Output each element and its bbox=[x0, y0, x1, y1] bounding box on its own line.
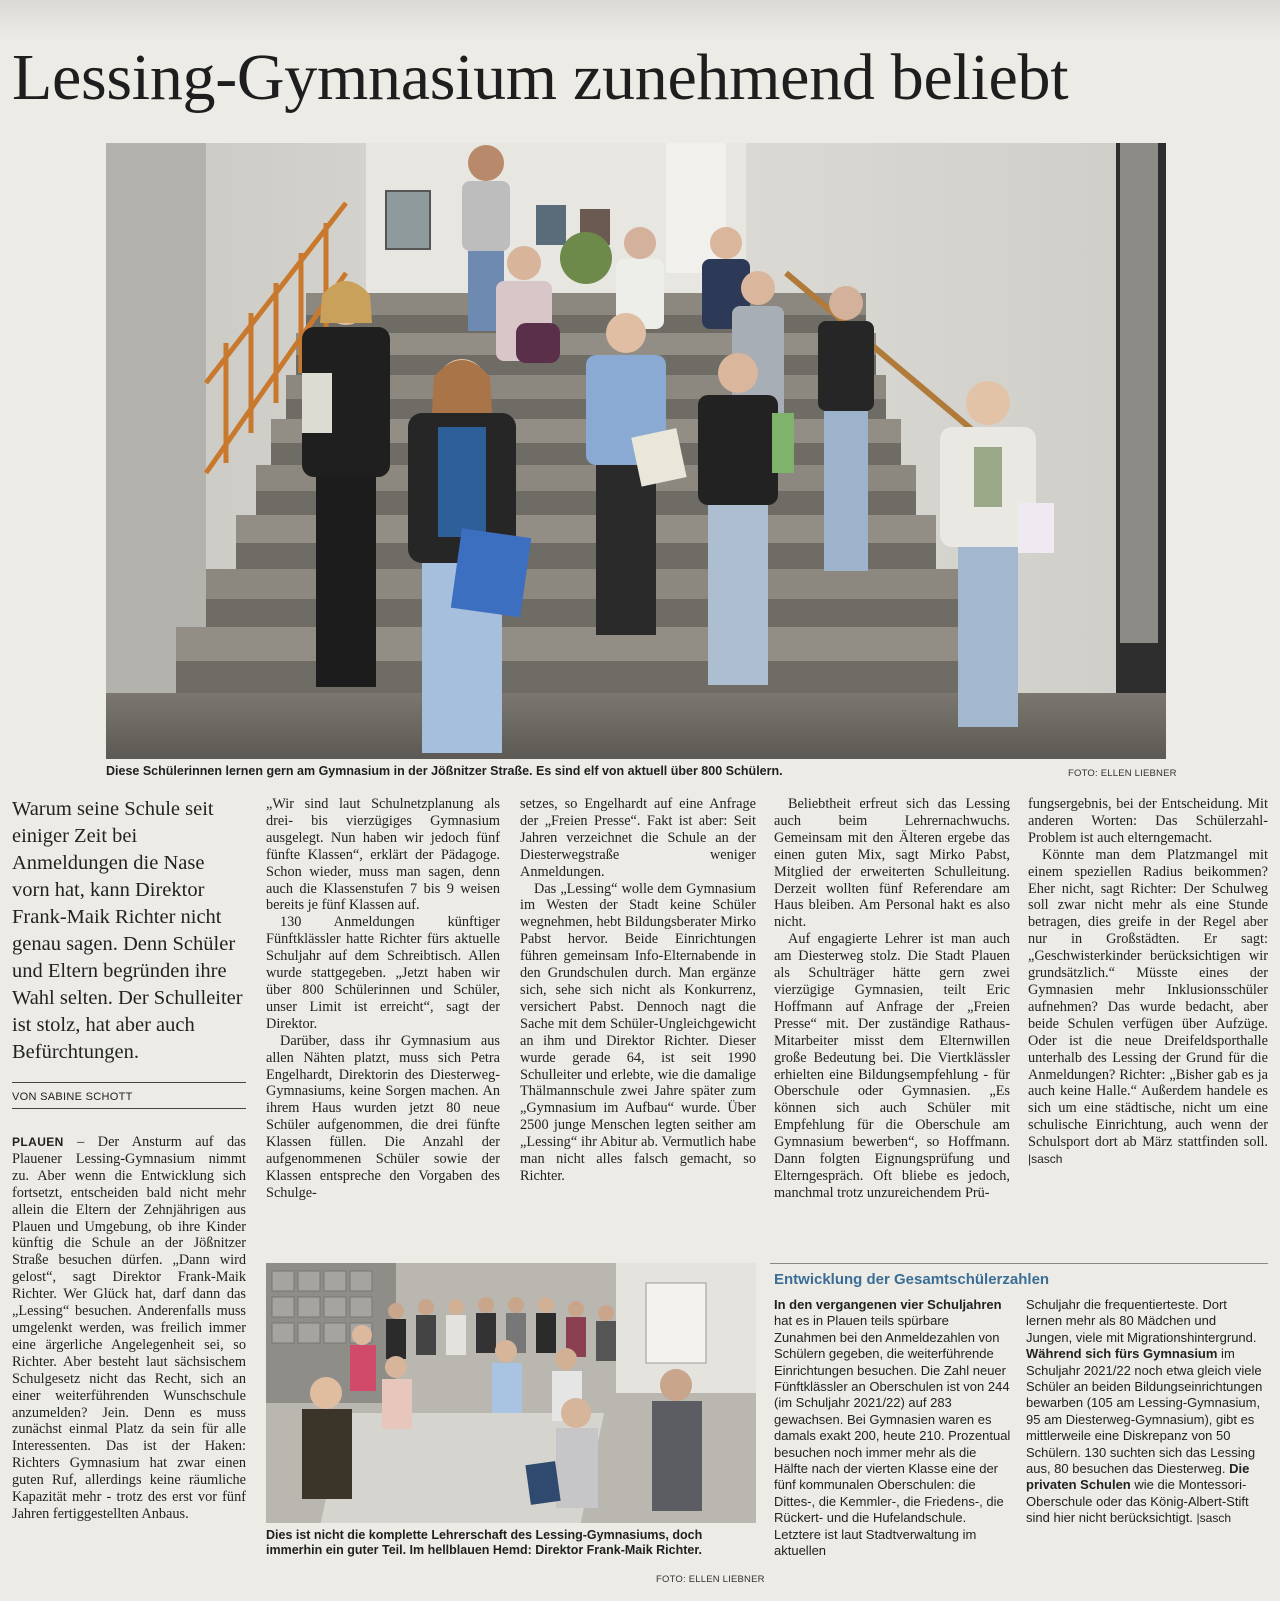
body-column-5 bbox=[1028, 796, 1268, 1168]
body-column-1 bbox=[12, 1134, 246, 1523]
col4-paragraph: Auf engagierte Lehrer ist man auch am Diesterweg stolz. Die Stadt Plauen als Schulträger hätte gern zwei vierzügige Gymnasien, teilt Eric Hoffmann auf Anfrage der „Freien Presse“ mit. Der zuständige Rathaus-Mitarbeiter misst dem Elternwillen große Bedeutung bei. Die Viertklässler erhielten eine Bildungsempfehlung - für Oberschule oder Gymnasien. „Es können sich auch Schüler mit Empfehlung für die Oberschule am Gymnasium bewerben“, so Hoffmann. Dann folgten Eignungsprüfung und Elterngespräch. Oft bliebe es jedoch, manchmal trotz unzureichendem Prü- bbox=[774, 931, 1010, 1201]
headline: Lessing-Gymnasium zunehmend beliebt bbox=[12, 41, 1069, 114]
byline: VON SABINE SCHOTT bbox=[12, 1091, 133, 1103]
main-photo bbox=[106, 143, 1166, 759]
col2-paragraph: 130 Anmeldungen künftiger Fünftklässler hatte Richter fürs aktuelle Schuljahr auf dem Schreibtisch. Allen wurde stattgegeben. „Jetzt haben wir über 800 Schülerinnen und Schüler, unser Limit ist erreicht“, sagt der Direktor. bbox=[266, 914, 500, 1032]
infobox-lead-bold: In den vergangenen vier Schuljahren bbox=[774, 1297, 1002, 1312]
previous-page-bleed bbox=[0, 0, 1280, 40]
col5-paragraph: fungsergebnis, bei der Entscheidung. Mit anderen Worten: Das Schülerzahl-Problem ist auch elterngemacht. bbox=[1028, 796, 1268, 846]
infobox-bold-gymnasium: Während sich fürs Gymnasium bbox=[1026, 1346, 1218, 1362]
infobox-signature: |sasch bbox=[1196, 1511, 1231, 1526]
infobox-column-2 bbox=[1026, 1297, 1264, 1527]
author-signature: |sasch bbox=[1028, 1152, 1063, 1167]
byline-bottom-rule bbox=[12, 1108, 246, 1109]
col1-text: – Der Ansturm auf das Plauener Lessing-Gymnasium nimmt zu. Aber wenn die Entwicklung sich fortsetzt, entscheiden bald nicht mehr allein die Eltern der Zehnjährigen aus Plauen und Umgebung, ob ihre Kinder künftig die Schule an der Jößnitzer Straße besuchen dürfen. „Dann wird gelost“, sagt Direktor Frank-Maik Richter. Wer Glück hat, darf dann das „Lessing“ besuchen. Anderenfalls muss umgelenkt werden, was freilich immer eine ärgerliche Angelegenheit sei, so Richter. Aber besteht laut sächsischem Schulgesetz nicht das Recht, sich an einer weiterführenden Wunschschule anzumelden? Jein. Denn es muss zunächst einmal Platz da sein für alle Interessenten. Das ist der Haken: Richters Gymnasium hat zwar einen guten Ruf, allerdings keine räumliche Kapazität mehr - trotz des erst vor fünf Jahren fertiggestellten Anbaus. bbox=[12, 1134, 246, 1522]
infobox-column-1 bbox=[774, 1297, 1012, 1560]
dateline: PLAUEN bbox=[12, 1135, 64, 1149]
col4-paragraph: Beliebtheit erfreut sich das Lessing auch beim Lehrernachwuchs. Gemeinsam mit den Älteren ergebe das einen guten Mix, sagt Mirko Pabst, Mitglied der erweiterten Schulleitung. Derzeit wollten fünf Referendare am Haus bleiben. Am Personal hakt es also nicht. bbox=[774, 796, 1010, 931]
teachers-photo-caption: Dies ist nicht die komplette Lehrerschaft des Lessing-Gymnasiums, doch immerhin ein guter Teil. Im hellblauen Hemd: Direktor Frank-Maik Richter. bbox=[266, 1528, 703, 1557]
byline-top-rule bbox=[12, 1082, 246, 1083]
teachers-photo bbox=[266, 1263, 756, 1523]
col2-paragraph: Darüber, dass ihr Gymnasium aus allen Nähten platzt, muss sich Petra Engelhardt, Direktorin des Diesterweg-Gymnasiums, keine Sorgen machen. An ihrem Haus wurden jetzt 80 neue Schüler aufgenommen, die drei fünfte Klassen füllen. Die Anzahl der aufgenommenen Schüler sowie der Klassen entspreche den Vorgaben des Schulge- bbox=[266, 1032, 500, 1201]
statistics-infobox bbox=[770, 1263, 1268, 1583]
body-column-4 bbox=[774, 796, 1010, 1202]
infobox-col2-text: Schuljahr die frequentierteste. Dort lernen mehr als 80 Mädchen und Jungen, viele mit Migrationshintergrund. bbox=[1026, 1297, 1257, 1345]
photo-caption: Diese Schülerinnen lernen gern am Gymnasium in der Jößnitzer Straße. Es sind elf von aktuell über 800 Schülern. bbox=[106, 764, 783, 778]
infobox-col1-text: hat es in Plauen teils spürbare Zunahmen bei den Anmeldezahlen von Schülern gegeben, die weiterführende Einrichtungen besuchen. Die Zahl neuer Fünftklässler an Oberschulen ist von 244 (im Schuljahr 2021/22) auf 283 gewachsen. Bei Gymnasien waren es damals exakt 200, heute 210. Prozentual besuchen noch immer mehr als die Hälfte nach der vierten Klasse eine der fünf kommunalen Oberschulen: die Dittes-, die Kemmler-, die Friedens-, die Rückert- und die Hufelandschule. Letztere ist laut Stadtverwaltung im aktuellen bbox=[774, 1313, 1011, 1559]
lead-paragraph: Warum seine Schule seit einiger Zeit bei Anmeldungen die Nase vorn hat, kann Direktor Frank-Maik Richter nicht genau sagen. Denn Schüler und Eltern begründen ihre Wahl selten. Der Schulleiter ist stolz, hat aber auch Befürchtungen. bbox=[12, 798, 243, 1063]
teachers-photo-credit: FOTO: ELLEN LIEBNER bbox=[656, 1574, 765, 1585]
col3-paragraph: setzes, so Engelhardt auf eine Anfrage der „Freien Presse“. Fakt ist aber: Seit Jahren verzeichnet die Schule an der Diesterwegstraße weniger Anmeldungen. bbox=[520, 796, 756, 880]
photo-credit: FOTO: ELLEN LIEBNER bbox=[1068, 768, 1177, 779]
infobox-col2-text: im Schuljahr 2021/22 noch etwa gleich viele Schüler an beiden Bildungseinrichtungen bewarben (105 am Lessing-Gymnasium, 95 am Diesterweg-Gymnasium), gibt es mittlerweile eine Diskrepanz von 50 Schülern. 130 suchten sich das Lessing aus, 80 besuchen das Diesterweg. bbox=[1026, 1346, 1263, 1477]
body-column-3 bbox=[520, 796, 756, 1185]
staircase-photo-illustration bbox=[106, 143, 1166, 759]
col5-paragraph: Könnte man dem Platzmangel mit einem speziellen Radius beikommen? Eher nicht, sagt Richter: Der Schulweg soll zwar nicht mehr als eine Stunde betragen, dies greife in der Regel aber nur in Großstädten. Er sagt: „Geschwisterkinder berücksichtigen wir grundsätzlich.“ Müsste eines der Gymnasien mehr Inklusionsschüler aufnehmen? Das wurde bedacht, aber beide Schulen verfügen über Aufzüge. Oder ist die neue Dreifeldsporthalle unterhalb des Lessing der Grund für die Anmeldungen? Richter: „Bisher gab es ja auch keine Halle.“ Außerdem handele es sich um eine städtische, nicht um eine schulische Einrichtung, auch wenn der Schulsport dort ab März stattfinden soll. bbox=[1028, 846, 1268, 1151]
body-column-2 bbox=[266, 796, 500, 1202]
col3-paragraph: Das „Lessing“ wolle dem Gymnasium im Westen der Stadt keine Schüler wegnehmen, hebt Bildungsberater Mirko Pabst hervor. Beide Einrichtungen führen gemeinsam Info-Elternabende in den Grundschulen durch. Man ergänze sich, sehe sich nicht als Konkurrenz, versichert Pabst. Dennoch nagt die Sache mit dem Schüler-Ungleichgewicht an ihm und Direktor Richter. Dieser wurde gerade 64, ist seit 1990 Schulleiter und erlebte, wie die damalige Thälmannschule zwei Jahre später zum „Gymnasium im Aufbau“ wurde. Über 2500 junge Menschen legten seither am „Lessing“ ihr Abitur ab. Vermutlich habe man nicht alles falsch gemacht, so Richter. bbox=[520, 880, 756, 1184]
infobox-col2-text: wie die Montessori-Oberschule oder das König-Albert-Stift sind hier nicht berücksichtigt. bbox=[1026, 1477, 1249, 1526]
infobox-title: Entwicklung der Gesamtschülerzahlen bbox=[774, 1271, 1050, 1288]
col2-paragraph: „Wir sind laut Schulnetzplanung als drei- bis vierzügiges Gymnasium ausgelegt. Nun haben wir jedoch fünf fünfte Klassen“, erklärt der Pädagoge. Schon wieder, muss man sagen, denn auch die Klassenstufen 7 bis 9 weisen bereits je fünf Klassen auf. bbox=[266, 796, 500, 914]
infobox-bold-private: Die privaten Schulen bbox=[1026, 1461, 1250, 1493]
teachers-photo-illustration bbox=[266, 1263, 756, 1523]
infobox-top-rule bbox=[770, 1263, 1268, 1264]
